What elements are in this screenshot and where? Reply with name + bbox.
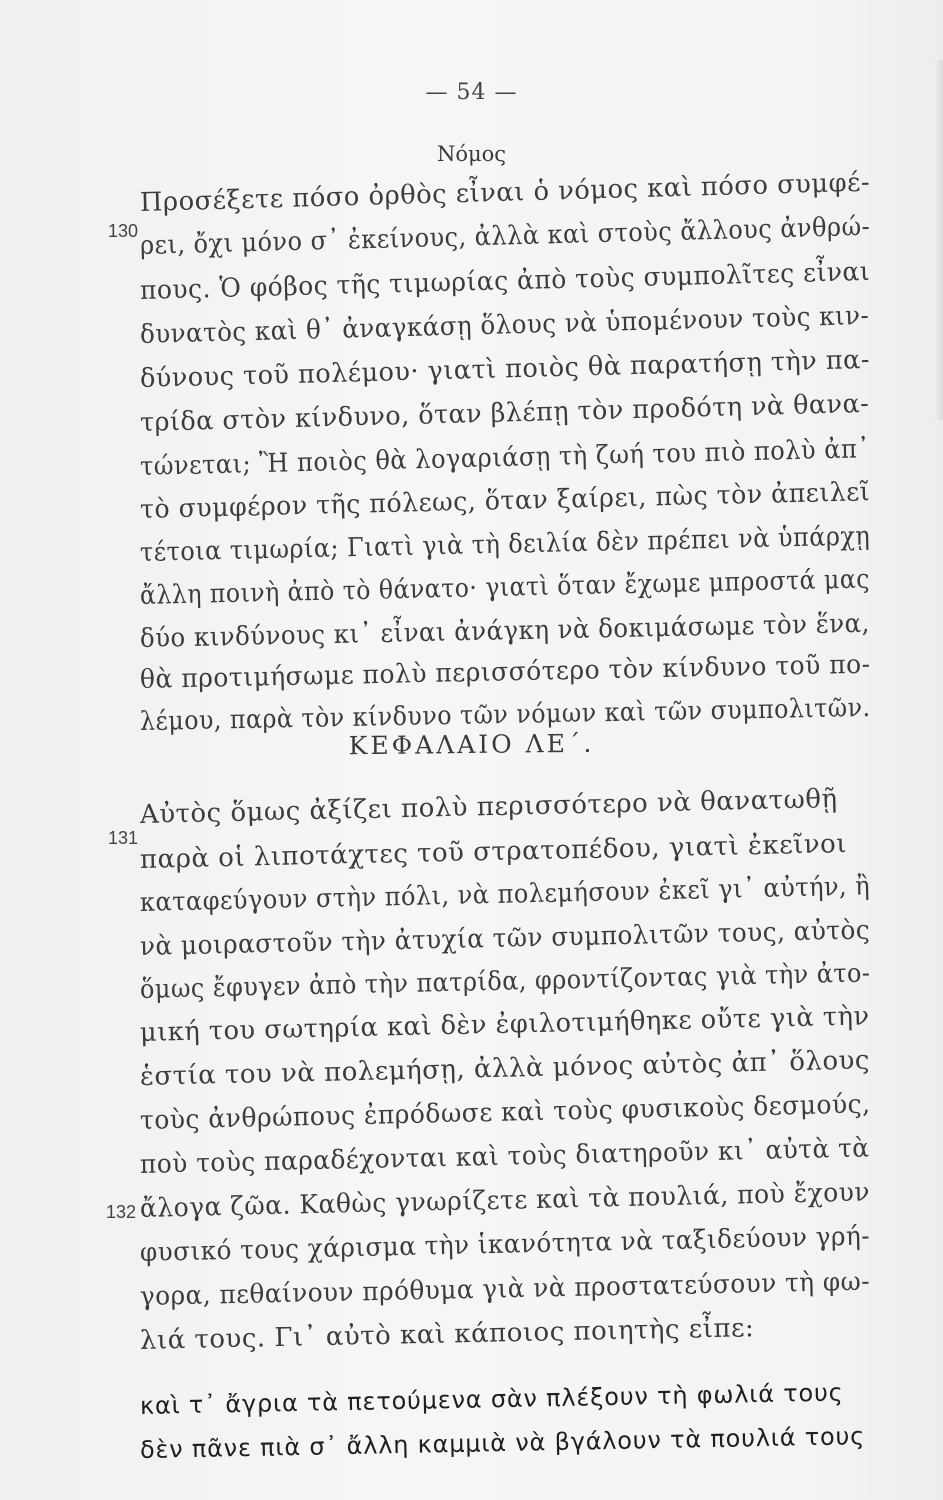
paragraph-130-line: δύο κινδύνους κι᾿ εἶναι ἀνάγκη νὰ δοκιμάσωμε τὸν ἕνα, <box>139 608 871 654</box>
paragraph-131-line: ποὺ τοὺς παραδέχονται καὶ τοὺς διατηροῦν κι᾿ αὐτὰ τὰ <box>139 1133 870 1180</box>
chapter-title: ΚΕΦΑΛΑΙΟ ΛΕ΄. <box>348 728 595 761</box>
paragraph-130-line: λέμου, παρὰ τὸν κίνδυνο τῶν νόμων καὶ τῶν συμπολιτῶν. <box>139 692 871 737</box>
paragraph-132-line: φυσικό τους χάρισμα τὴν ἱκανότητα νὰ ταξιδεύουν γρή- <box>139 1221 871 1268</box>
paragraph-131-line: παρὰ οἱ λιποτάχτες τοῦ στρατοπέδου, γιατὶ ἐκεῖνοι <box>139 828 848 875</box>
page-edge-shadow <box>935 60 943 420</box>
paragraph-130-line: ρει, ὄχι μόνο σ᾿ ἐκείνους, ἀλλὰ καὶ στοὺς ἄλλους ἀνθρώ- <box>139 211 871 261</box>
paragraph-130-line: δύνους τοῦ πολέμου· γιατὶ ποιὸς θὰ παρατήσῃ τὴν πα- <box>139 344 871 394</box>
paragraph-131-line: νὰ μοιραστοῦν τὴν ἀτυχία τῶν συμπολιτῶν τους, αὐτὸς <box>139 915 871 962</box>
paragraph-131-line: μική του σωτηρία καὶ δὲν ἐφιλοτιμήθηκε οὔτε γιὰ τὴν <box>139 1001 870 1048</box>
running-head: Νόμος <box>436 142 507 166</box>
paragraph-130-line: τρίδα στὸν κίνδυνο, ὅταν βλέπῃ τὸν προδότη νὰ θανα- <box>139 388 870 438</box>
paragraph-130-line: ἄλλη ποινὴ ἀπὸ τὸ θάνατο· γιατὶ ὅταν ἔχωμε μπροστά μας <box>139 564 871 611</box>
paragraph-131-line: τοὺς ἀνθρώπους ἐπρόδωσε καὶ τοὺς φυσικοὺς δεσμούς, <box>139 1089 871 1136</box>
paragraph-130-line: θὰ προτιμήσωμε πολὺ περισσότερο τὸν κίνδυνο τοῦ πο- <box>139 649 871 695</box>
paragraph-132-line: λιά τους. Γι᾿ αὐτὸ καὶ κάποιος ποιητὴς εἶπε: <box>139 1313 755 1356</box>
paragraph-131-line: καταφεύγουν στὴν πόλι, νὰ πολεμήσουν ἐκεῖ γι᾿ αὐτήν, ἢ <box>139 871 871 918</box>
paragraph-130-line: δυνατὸς καὶ θ᾿ ἀναγκάσῃ ὅλους νὰ ὑπομένουν τοὺς κιν- <box>139 300 870 350</box>
margin-number-131: 131 <box>108 828 139 848</box>
paragraph-130-line: πους. Ὁ φόβος τῆς τιμωρίας ἀπὸ τοὺς συμπολῖτες εἶναι <box>139 256 871 306</box>
verse-line: καὶ τ᾿ ἄγρια τὰ πετούμενα σὰν πλέξουν τὴ φωλιά τους <box>139 1378 844 1420</box>
verse-line: δὲν πᾶνε πιὰ σ᾿ ἄλλη καμμιὰ νὰ βγάλουν τὰ πουλιά τους <box>139 1422 866 1464</box>
paragraph-131-line: ἑστία του νὰ πολεμήσῃ, ἀλλὰ μόνος αὐτὸς ἀπ᾿ ὅλους <box>139 1045 871 1092</box>
margin-number-132: 132 <box>106 1202 137 1222</box>
margin-number-130: 130 <box>108 221 139 241</box>
paragraph-132-line: ἄλογα ζῶα. Καθὼς γνωρίζετε καὶ τὰ πουλιά, ποὺ ἔχουν <box>139 1177 871 1224</box>
paragraph-132-line: γορα, πεθαίνουν πρόθυμα γιὰ νὰ προστατεύσουν τὴ φω- <box>139 1266 871 1312</box>
paragraph-130-line: τώνεται; Ἢ ποιὸς θὰ λογαριάσῃ τὴ ζωή του πιὸ πολὺ ἀπ᾿ <box>139 434 871 482</box>
paragraph-130-line: τέτοια τιμωρία; Γιατὶ γιὰ τὴ δειλία δὲν πρέπει νὰ ὑπάρχῃ <box>139 521 871 568</box>
paragraph-131-line: Αὐτὸς ὅμως ἀξίζει πολὺ περισσότερο νὰ θανατωθῇ <box>139 784 838 830</box>
paragraph-130-line: τὸ συμφέρον τῆς πόλεως, ὅταν ξαίρει, πὼς τὸν ἀπειλεῖ <box>139 477 871 525</box>
page-number: — 54 — <box>425 80 518 105</box>
paragraph-130-line: Προσέξετε πόσο ὀρθὸς εἶναι ὁ νόμος καὶ πόσο συμφέ- <box>139 167 871 218</box>
paragraph-131-line: ὅμως ἔφυγεν ἀπὸ τὴν πατρίδα, φροντίζοντας γιὰ τὴν ἀτο- <box>139 958 871 1005</box>
